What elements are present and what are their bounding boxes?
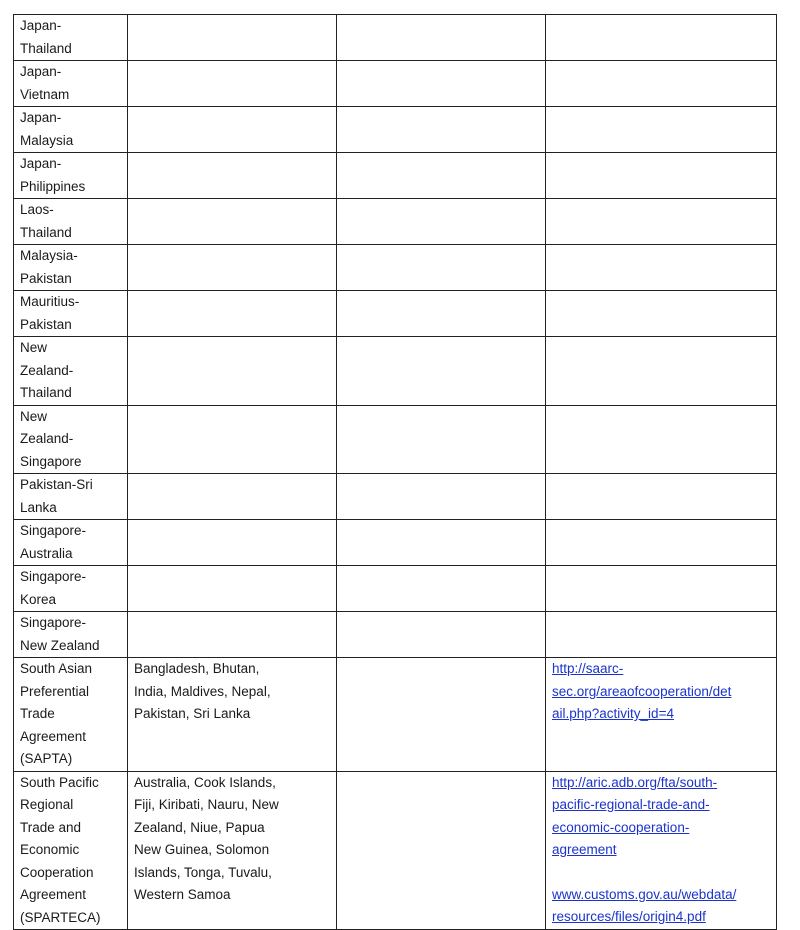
agreements-table bbox=[13, 14, 777, 930]
source-links-cell bbox=[546, 199, 777, 245]
members-cell bbox=[128, 474, 337, 520]
notes-cell bbox=[337, 612, 546, 658]
agreement-cell bbox=[14, 658, 128, 772]
agreement-cell-text: Singapore- Australia bbox=[20, 523, 87, 561]
source-links-cell bbox=[546, 153, 777, 199]
members-cell bbox=[128, 291, 337, 337]
source-links-cell bbox=[546, 337, 777, 406]
agreement-cell-text: Japan- Malaysia bbox=[20, 110, 74, 148]
source-links-cell bbox=[546, 566, 777, 612]
agreement-cell bbox=[14, 107, 128, 153]
members-cell bbox=[128, 520, 337, 566]
source-links-cell bbox=[546, 291, 777, 337]
agreement-cell-text: New Zealand- Thailand bbox=[20, 340, 74, 400]
members-cell bbox=[128, 199, 337, 245]
source-links-cell bbox=[546, 474, 777, 520]
agreement-cell-text: Japan- Philippines bbox=[20, 156, 86, 194]
notes-cell bbox=[337, 771, 546, 930]
table-row bbox=[14, 245, 777, 291]
source-links-cell bbox=[546, 107, 777, 153]
agreement-cell-text: Laos- Thailand bbox=[20, 202, 72, 240]
agreement-cell-text: Mauritius- Pakistan bbox=[20, 294, 80, 332]
agreement-cell bbox=[14, 61, 128, 107]
source-links-cell bbox=[546, 612, 777, 658]
source-links-cell bbox=[546, 15, 777, 61]
agreement-cell-text: New Zealand- Singapore bbox=[20, 408, 82, 469]
notes-cell bbox=[337, 291, 546, 337]
agreement-cell bbox=[14, 474, 128, 520]
notes-cell bbox=[337, 405, 546, 474]
table-row bbox=[14, 612, 777, 658]
source-link[interactable]: www.customs.gov.au/webdata/ resources/files/origin4.pdf bbox=[552, 886, 737, 924]
agreement-cell-text: Pakistan-Sri Lanka bbox=[20, 477, 93, 515]
link-spacer bbox=[552, 862, 770, 884]
source-links-cell bbox=[546, 405, 777, 474]
members-cell bbox=[128, 566, 337, 612]
notes-cell bbox=[337, 474, 546, 520]
agreement-cell bbox=[14, 245, 128, 291]
table-row bbox=[14, 15, 777, 61]
table-row bbox=[14, 199, 777, 245]
notes-cell bbox=[337, 153, 546, 199]
source-link[interactable]: http://saarc- sec.org/areaofcooperation/det ail.php?activity_id=4 bbox=[552, 661, 732, 721]
table-row bbox=[14, 61, 777, 107]
agreement-cell-text: Japan- Vietnam bbox=[20, 64, 70, 102]
source-links-cell bbox=[546, 520, 777, 566]
agreement-cell bbox=[14, 291, 128, 337]
agreement-cell bbox=[14, 15, 128, 61]
agreement-cell bbox=[14, 612, 128, 658]
notes-cell bbox=[337, 15, 546, 61]
table-row bbox=[14, 658, 777, 772]
notes-cell bbox=[337, 107, 546, 153]
members-cell-text: Australia, Cook Islands, Fiji, Kiribati, Nauru, New Zealand, Niue, Papua New Guinea, Solomon Islands, Tonga, Tuvalu, Western Samoa bbox=[134, 774, 279, 902]
agreement-cell bbox=[14, 771, 128, 930]
members-cell bbox=[128, 771, 337, 930]
notes-cell bbox=[337, 337, 546, 406]
table-body bbox=[14, 15, 777, 930]
table-row bbox=[14, 337, 777, 406]
source-links-cell bbox=[546, 61, 777, 107]
agreement-cell bbox=[14, 405, 128, 474]
agreement-cell-text: South Pacific Regional Trade and Economic Cooperation Agreement (SPARTECA) bbox=[20, 774, 101, 925]
agreement-cell-text: Singapore- Korea bbox=[20, 569, 87, 607]
members-cell bbox=[128, 245, 337, 291]
members-cell bbox=[128, 153, 337, 199]
members-cell bbox=[128, 61, 337, 107]
table-row bbox=[14, 474, 777, 520]
members-cell bbox=[128, 405, 337, 474]
table-row bbox=[14, 520, 777, 566]
notes-cell bbox=[337, 520, 546, 566]
notes-cell bbox=[337, 245, 546, 291]
notes-cell bbox=[337, 658, 546, 772]
notes-cell bbox=[337, 61, 546, 107]
source-links-cell bbox=[546, 771, 777, 930]
members-cell-text: Bangladesh, Bhutan, India, Maldives, Nepal, Pakistan, Sri Lanka bbox=[134, 661, 271, 721]
agreement-cell bbox=[14, 153, 128, 199]
table-row bbox=[14, 405, 777, 474]
members-cell bbox=[128, 15, 337, 61]
source-link[interactable]: http://aric.adb.org/fta/south- pacific-regional-trade-and- economic-cooperation- agreement bbox=[552, 774, 718, 857]
notes-cell bbox=[337, 199, 546, 245]
agreement-cell bbox=[14, 566, 128, 612]
source-links-cell bbox=[546, 658, 777, 772]
notes-cell bbox=[337, 566, 546, 612]
table-row bbox=[14, 107, 777, 153]
table-row bbox=[14, 291, 777, 337]
agreement-cell-text: Japan- Thailand bbox=[20, 18, 72, 56]
members-cell bbox=[128, 337, 337, 406]
table-row bbox=[14, 153, 777, 199]
agreement-cell-text: Malaysia- Pakistan bbox=[20, 248, 78, 286]
members-cell bbox=[128, 658, 337, 772]
table-row bbox=[14, 566, 777, 612]
table-row bbox=[14, 771, 777, 930]
agreement-cell bbox=[14, 337, 128, 406]
agreement-cell-text: South Asian Preferential Trade Agreement (SAPTA) bbox=[20, 661, 93, 766]
agreement-cell-text: Singapore- New Zealand bbox=[20, 615, 100, 653]
members-cell bbox=[128, 107, 337, 153]
members-cell bbox=[128, 612, 337, 658]
source-links-cell bbox=[546, 245, 777, 291]
agreement-cell bbox=[14, 520, 128, 566]
agreement-cell bbox=[14, 199, 128, 245]
